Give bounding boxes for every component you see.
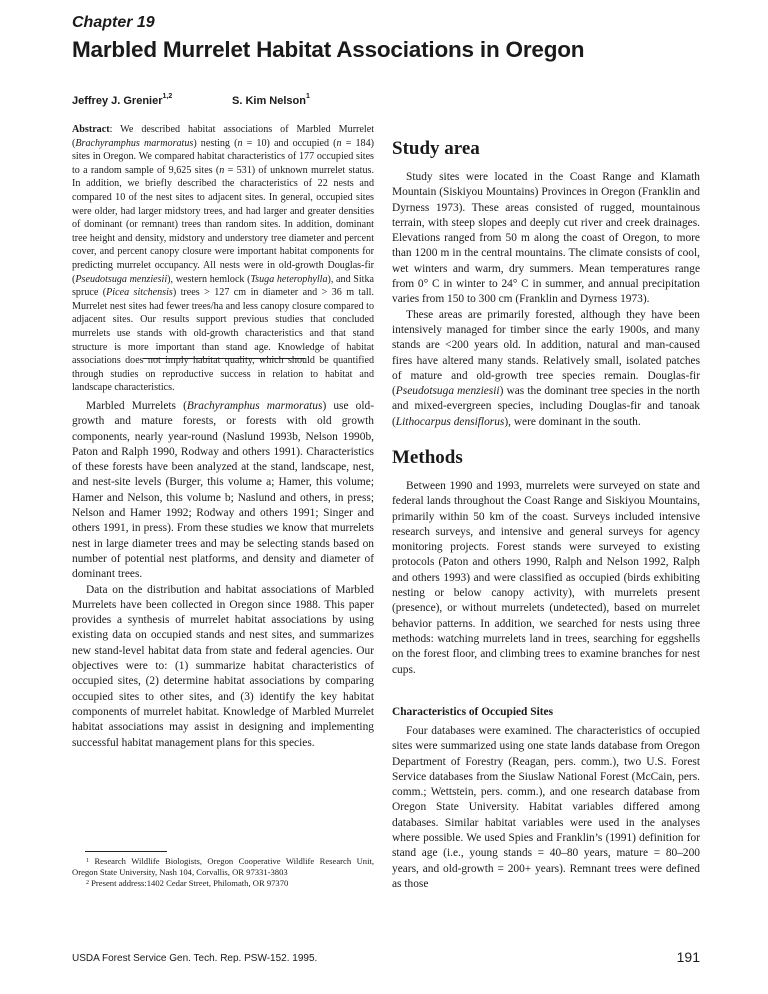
author-grenier [72,95,172,107]
author-nelson [232,95,310,107]
methods-paragraph-1: Between 1990 and 1993, murrelets were surveyed on state and federal lands throughout the Coast Range and Siskiyou Mountains, primarily within 50 km of the coast. Surveys included intensive research surveys, and intensive and general surveys for agency monitoring projects. Forest stands were surveyed to existing protocols (Paton and others 1990, Ralph and Nelson 1992, Ralph and others 1993) and were classified as occupied (birds exhibiting nesting or below canopy activity), with murrelets present (presence), or without murrelets (undetected), based on murrelet behavior patterns. In addition, we searched for nests using three methods: watching murrelets land in trees, searching for eggshells on the forest floor, and climbing trees to examine branches for nest cups. [392,480,700,676]
page-number: 191 [676,949,700,965]
footnote-2: $^2$ Present address:1402 Cedar Street, Philomath, OR 97370 [86,878,289,888]
methods-text [392,479,700,678]
study-area-paragraph-1: Study sites were located in the Coast Range and Klamath Mountain (Siskiyou Mountains) Provinces in Oregon (Franklin and Dyrness 1973). These areas consisted of rugged, mountainous terrain, with steep slopes and deeply cut river and creek drainages. Elevations ranged from 50 m along the coast of Oregon, to more than 1200 m in the central mountains. The climate consists of cool, wet winters and warm, dry summers. Mean temperatures range from 0° C in winter to 24° C in summer, and annual precipitation varies from 150 to 300 cm (Franklin and Dyrness 1973). [392,171,700,306]
author-affiliation: 1,2 [162,93,173,100]
author-name: S. Kim Nelson [232,95,306,107]
footnote-divider [85,851,167,852]
study-area-paragraph-2: These areas are primarily forested, although they have been intensively managed for timber since the early 1900s, and many stands are <200 years old. In addition, natural and man-caused fires have altered many stands. Relatively small, isolated patches of mature and old-growth tree species remain. Douglas-fir (Pseudotsuga menziesii) was the dominant tree species in the north and mixed-evergreen species, including Douglas-fir and tanoak (Lithocarpus densiflorus), were dominant in the south. [392,308,700,428]
abstract: Abstract: We described habitat associations of Marbled Murrelet (Brachyramphus marmoratus) nesting (n = 10) and occupied (n = 184) sites in Oregon. We compared habitat characteristics of 177 occupied sites to a random sample of 9,625 sites (n = 531) of unknown murrelet status. In addition, we briefly described the characteristics of 22 nests and compared 10 of the nest sites to adjacent sites. In general, occupied sites were older, had larger midstory trees, and had larger and greater densities of dominant (or remnant) trees than random sites. In addition, dominant tree height and density, midstory and understory tree diameter and percent cover, and percent canopy closure were important habitat components for predicting murrelet occupancy. All nests were in old-growth Douglas-fir (Pseudotsuga menziesii), western hemlock (Tsuga heterophylla), and Sitka spruce (Picea sitchensis) trees > 127 cm in diameter and > 36 m tall. Murrelet nest sites had fewer trees/ha and less canopy closure compared to adjacent sites. Our results support previous studies that concluded murrelets use stands with old-growth characteristics and that stand structure is more important than stand age. Knowledge of habitat associations does not imply habitat quality, which should be quantified through studies on reproductive success in relation to habitat and landscape characteristics. [72,124,375,394]
publication-footer: USDA Forest Service Gen. Tech. Rep. PSW-152. 1995. [72,953,318,964]
introduction [72,399,374,751]
intro-paragraph-2: Data on the distribution and habitat associations of Marbled Murrelets have been collected in Oregon since 1988. This paper provides a synthesis of murrelet habitat associations by using existing data on occupied stands and nest sites, and summarizes new stand-level habitat data from state and federal agencies. Our objectives were to: (1) summarize habitat characteristics of occupied sites, (2) determine habitat associations by comparing occupied sites to other sites, and (3) identify the key habitat components of murrelet habitat. Knowledge of Marbled Murrelet habitat associations may assist in designing and implementing successful habitat management plans for this species. [72,583,374,749]
occupied-sites-text [392,724,700,892]
author-name: Jeffrey J. Grenier [72,95,163,107]
footnote-1: $^1$ Research Wildlife Biologists, Oregon Cooperative Wildlife Research Unit, Oregon State University, Nash 104, Corvallis, OR 97331-3803 [72,856,374,877]
chapter-label: Chapter 19 [72,14,155,31]
page-title: Marbled Murrelet Habitat Associations in Oregon [72,37,585,62]
abstract-label: Abstract [72,124,110,135]
author-affiliation: 1 [305,93,310,100]
footnotes [72,856,374,889]
abstract-divider [143,358,305,359]
intro-paragraph-1: Marbled Murrelets (Brachyramphus marmoratus) use old-growth and mature forests, or forests with old growth components, nearly year-round (Naslund 1993b, Nelson 1990b, Paton and Ralph 1990, Rodway and others 1991). Characteristics of these forests have been analyzed at the stand, landscape, nest, and nest-site levels (Burger, this volume a; Hamer, this volume; Hamer and Nelson, this volume b; Naslund and others, in press; Nelson and Hamer 1992; Rodway and others 1991; Singer and others 1991, in press). From these studies we know that murrelets nest in large diameter trees and may be selecting stands based on number of potential nest platforms, and density and diameter of dominant trees. [72,400,374,581]
study-area-text [392,170,700,430]
heading-methods: Methods [392,447,463,468]
subheading-occupied-sites: Characteristics of Occupied Sites [392,706,554,718]
heading-study-area: Study area [392,138,480,159]
methods-paragraph-2: Four databases were examined. The characteristics of occupied sites were summarized using one state lands database from Oregon Department of Forestry (Reagan, pers. comm.), two U.S. Forest Service databases from the Siuslaw National Forest (McCain, pers. comm.; Wettstein, pers. comm.), and one research database from Oregon State University. Habitat variables differed among databases. Similar habitat variables were used in the analyses where possible. We used Spies and Franklin’s (1991) definition for stand age (i.e., young stands = 40–80 years, mature = 80–200 years, and old-growth = 200+ years). Remnant trees were defined as those [392,725,700,890]
